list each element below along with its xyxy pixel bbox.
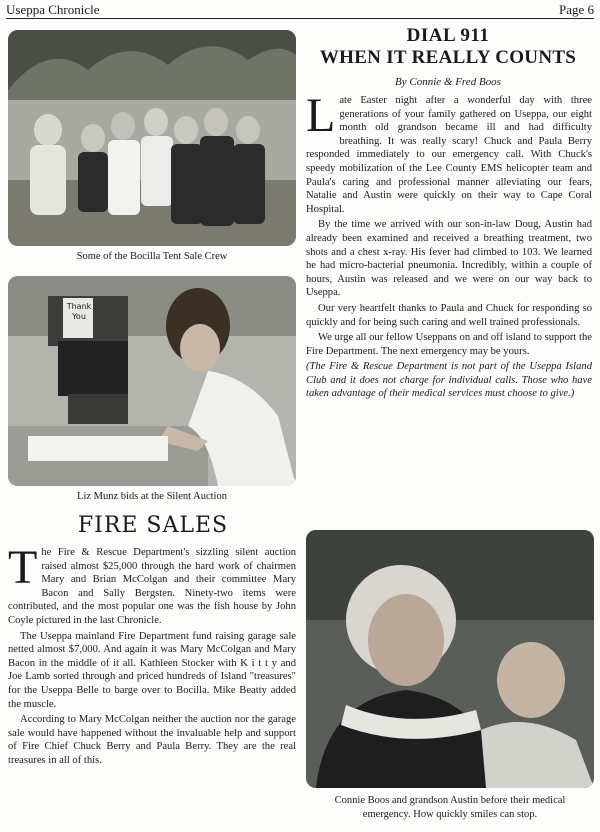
- caption-silent-auction: Liz Munz bids at the Silent Auction: [77, 491, 227, 502]
- page-number: Page 6: [558, 2, 594, 17]
- paragraph: According to Mary McColgan neither the auction nor the garage sale would have happened without the invaluable help and support of Fire Chief Chuck Berry and Paula Berry. They are the real treasures in all of this.: [8, 714, 296, 766]
- photo-silent-auction: [8, 276, 296, 486]
- headline-when-counts: WHEN IT REALLY COUNTS: [319, 47, 577, 68]
- article-dial-911-body: [306, 89, 592, 403]
- article-fire-sales-body: [8, 541, 296, 770]
- photo-tent-sale-crew: [8, 30, 296, 246]
- paragraph: The Fire & Rescue Department's sizzling silent auction raised almost $25,000 through the hard work of chairmen Mary and Brian McColgan and their committee Mary Bacon and Sally Bergsten. Ninety-two items were contributed, and the most popular one was the fish house by John Coyle pictured in the last Chronicle.: [8, 541, 296, 626]
- paragraph: The Useppa mainland Fire Department fund raising garage sale netted almost $7,000. And again it was Mary McColgan and Mary Bacon in the middle of it all. Kathleen Stocker with K i t t y and Joe Lamb sorted through and priced hundreds of Island "treasures" for the Useppa Belle to barge over to Bocilla. Mike Beatty added the muscle.: [8, 630, 296, 710]
- byline: By Connie & Fred Boos: [395, 76, 501, 88]
- caption-tent-sale-crew: Some of the Bocilla Tent Sale Crew: [76, 251, 228, 262]
- thank-you-sign: Thank You: [66, 302, 92, 321]
- newsletter-title: Useppa Chronicle: [6, 2, 100, 17]
- paragraph: Our very heartfelt thanks to Paula and Chuck for responding so quickly and for being such caring and well trained professionals.: [306, 302, 592, 328]
- headline-dial-911: DIAL 911: [406, 25, 490, 46]
- paragraph: By the time we arrived with our son-in-law Doug, Austin had already been examined and received a breathing treatment, two shots and a chest x-ray. His fever had climbed to 103. We learned he had micro-bacterial pneumonia. Incredibly, within a couple of hours, Austin was released and we were on our way back to Useppa.: [306, 219, 592, 299]
- paragraph-note: (The Fire & Rescue Department is not part of the Useppa Island Club and it does not charge for individual calls. Those who have taken advantage of their medical services must choose to give.): [306, 361, 592, 400]
- photo-connie-and-austin: [306, 530, 594, 788]
- headline-fire-sales: FIRE SALES: [77, 513, 229, 538]
- dropcap: T: [8, 541, 38, 594]
- paragraph: Late Easter night after a wonderful day with three generations of your family gathered on Useppa, our eight month old grandson became ill and had difficulty breathing. It was really scary! Chuck and Paula Berry responded immediately to our emergency call. With Chuck's speedy mobilization of the Lee County EMS helicopter team and Paula's caring and professional manner alleviating our fears, Natalie and Austin were quickly on their way to Cape Coral Hospital.: [306, 89, 592, 215]
- masthead: [6, 2, 594, 19]
- caption-connie-and-austin-line2: emergency. How quickly smiles can stop.: [362, 809, 538, 820]
- dropcap: L: [306, 89, 336, 142]
- caption-connie-and-austin-line1: Connie Boos and grandson Austin before their medical: [334, 795, 566, 806]
- paragraph: We urge all our fellow Useppans on and off island to support the Fire Department. The next emergency may be yours.: [306, 332, 592, 357]
